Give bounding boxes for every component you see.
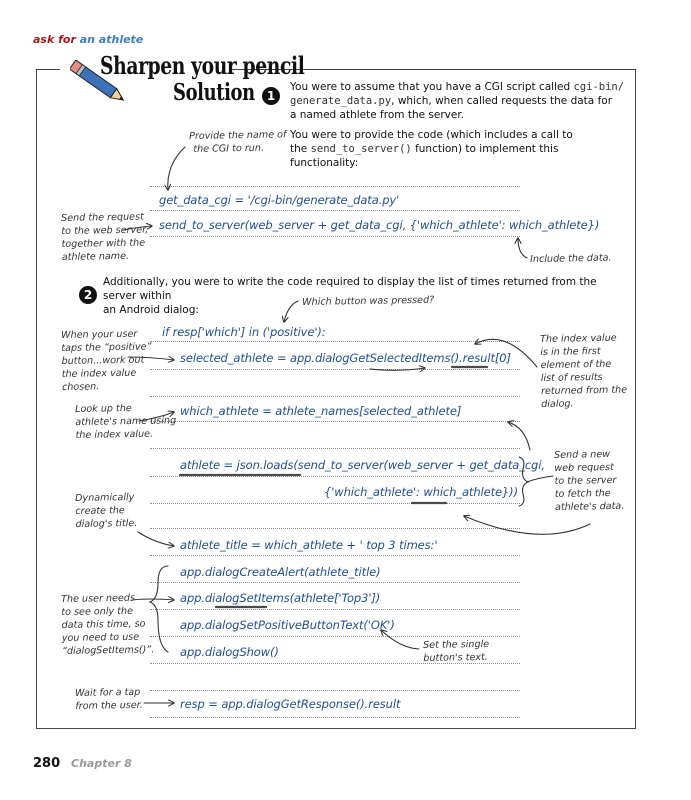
code-line-send-to-server: send_to_server(web_server + get_data_cgi, {'which_athlete': which_athlete}) <box>159 218 600 232</box>
annotation-wait-for-tap: Wait for a tap from the user. <box>75 686 143 712</box>
annotation-index-value: The index value is in the first element of the list of results returned from the dialog. <box>540 332 628 410</box>
step1-paragraph2: You were to provide the code (which includes a call to the send_to_server() function) to implement this functionality: <box>290 129 573 169</box>
step-number-1: 1 <box>262 87 280 105</box>
annotation-cgi-name: Provide the name of the CGI to run. <box>189 129 287 155</box>
arrow-when-user-taps <box>128 357 174 360</box>
title-line2: Solution <box>173 79 255 106</box>
annotation-when-user-taps: When your user taps the “positive” button...work out the index value chosen. <box>61 328 152 393</box>
annotation-send-request: Send the request to the web server, together with the athlete name. <box>61 211 149 263</box>
annotation-set-single: Set the single button's text. <box>423 638 490 664</box>
annotation-user-needs: The user needs to see only the data this time, so you need to use “dialogSetItems()”. <box>61 592 155 657</box>
code-line-dialog-create-alert: app.dialogCreateAlert(athlete_title) <box>180 565 381 579</box>
brace-dialog-block <box>150 566 168 652</box>
arrow-set-single <box>381 630 419 649</box>
annotation-which-button: Which button was pressed? <box>302 294 435 308</box>
arrow-look-up <box>139 412 174 421</box>
code-line-dialog-show: app.dialogShow() <box>180 645 279 659</box>
arrow-dynamically <box>138 532 174 546</box>
annotation-send-new-request: Send a new web request to the server to fetch the athlete's data. <box>554 449 625 513</box>
arrow-send-new <box>527 476 553 482</box>
code-line-dialog-set-positive: app.dialogSetPositiveButtonText('OK') <box>180 618 395 632</box>
arrow-data-to-new-request <box>464 516 590 534</box>
annotation-dynamically: Dynamically create the dialog's title. <box>75 491 138 530</box>
code-line-selected-athlete: selected_athlete = app.dialogGetSelectedItems().result[0] <box>180 351 511 365</box>
code-line-if-resp: if resp['which'] in ('positive'): <box>162 325 326 339</box>
code-line-dialog-set-items: app.dialogSetItems(athlete['Top3']) <box>180 591 381 605</box>
step1-paragraph1: You were to assume that you have a CGI script called cgi-bin/ generate_data.py, which, when called requests the data for a named athlete from the server. <box>290 81 625 121</box>
step2-text: Additionally, you were to write the code required to display the list of times returned from the server within an Android dialog: <box>103 276 597 316</box>
annotation-look-up: Look up the athlete's name using the index value. <box>75 403 177 441</box>
code-line-which-athlete: which_athlete = athlete_names[selected_athlete] <box>180 404 462 418</box>
title-line1: Sharpen your pencil <box>100 51 305 80</box>
code-line-athlete-json: athlete = json.loads(send_to_server(web_server + get_data_cgi, <box>180 458 545 472</box>
code-line-athlete-title: athlete_title = which_athlete + ' top 3 times:' <box>180 538 438 552</box>
arrow-send-request <box>123 226 152 230</box>
annotation-include-data: Include the data. <box>530 252 612 265</box>
page-number: 280 <box>33 756 61 771</box>
running-head: ask for an athlete <box>33 33 144 46</box>
code-line-athlete-json-cont: {'which_athlete': which_athlete})) <box>324 485 518 499</box>
arrow-include-data <box>518 238 527 258</box>
chapter-label: Chapter 8 <box>71 757 132 770</box>
arrow-cgi-name <box>168 147 185 190</box>
arrow-results-to-selection <box>370 368 425 370</box>
code-line-get-data-cgi: get_data_cgi = '/cgi-bin/generate_data.py' <box>159 193 400 207</box>
arrow-which-button <box>284 301 298 322</box>
arrow-index-to-athlete <box>508 422 530 450</box>
step-number-2: 2 <box>79 286 97 304</box>
arrow-index-value <box>475 339 537 367</box>
code-line-get-response: resp = app.dialogGetResponse().result <box>180 697 401 711</box>
brace-send-new <box>519 457 528 506</box>
